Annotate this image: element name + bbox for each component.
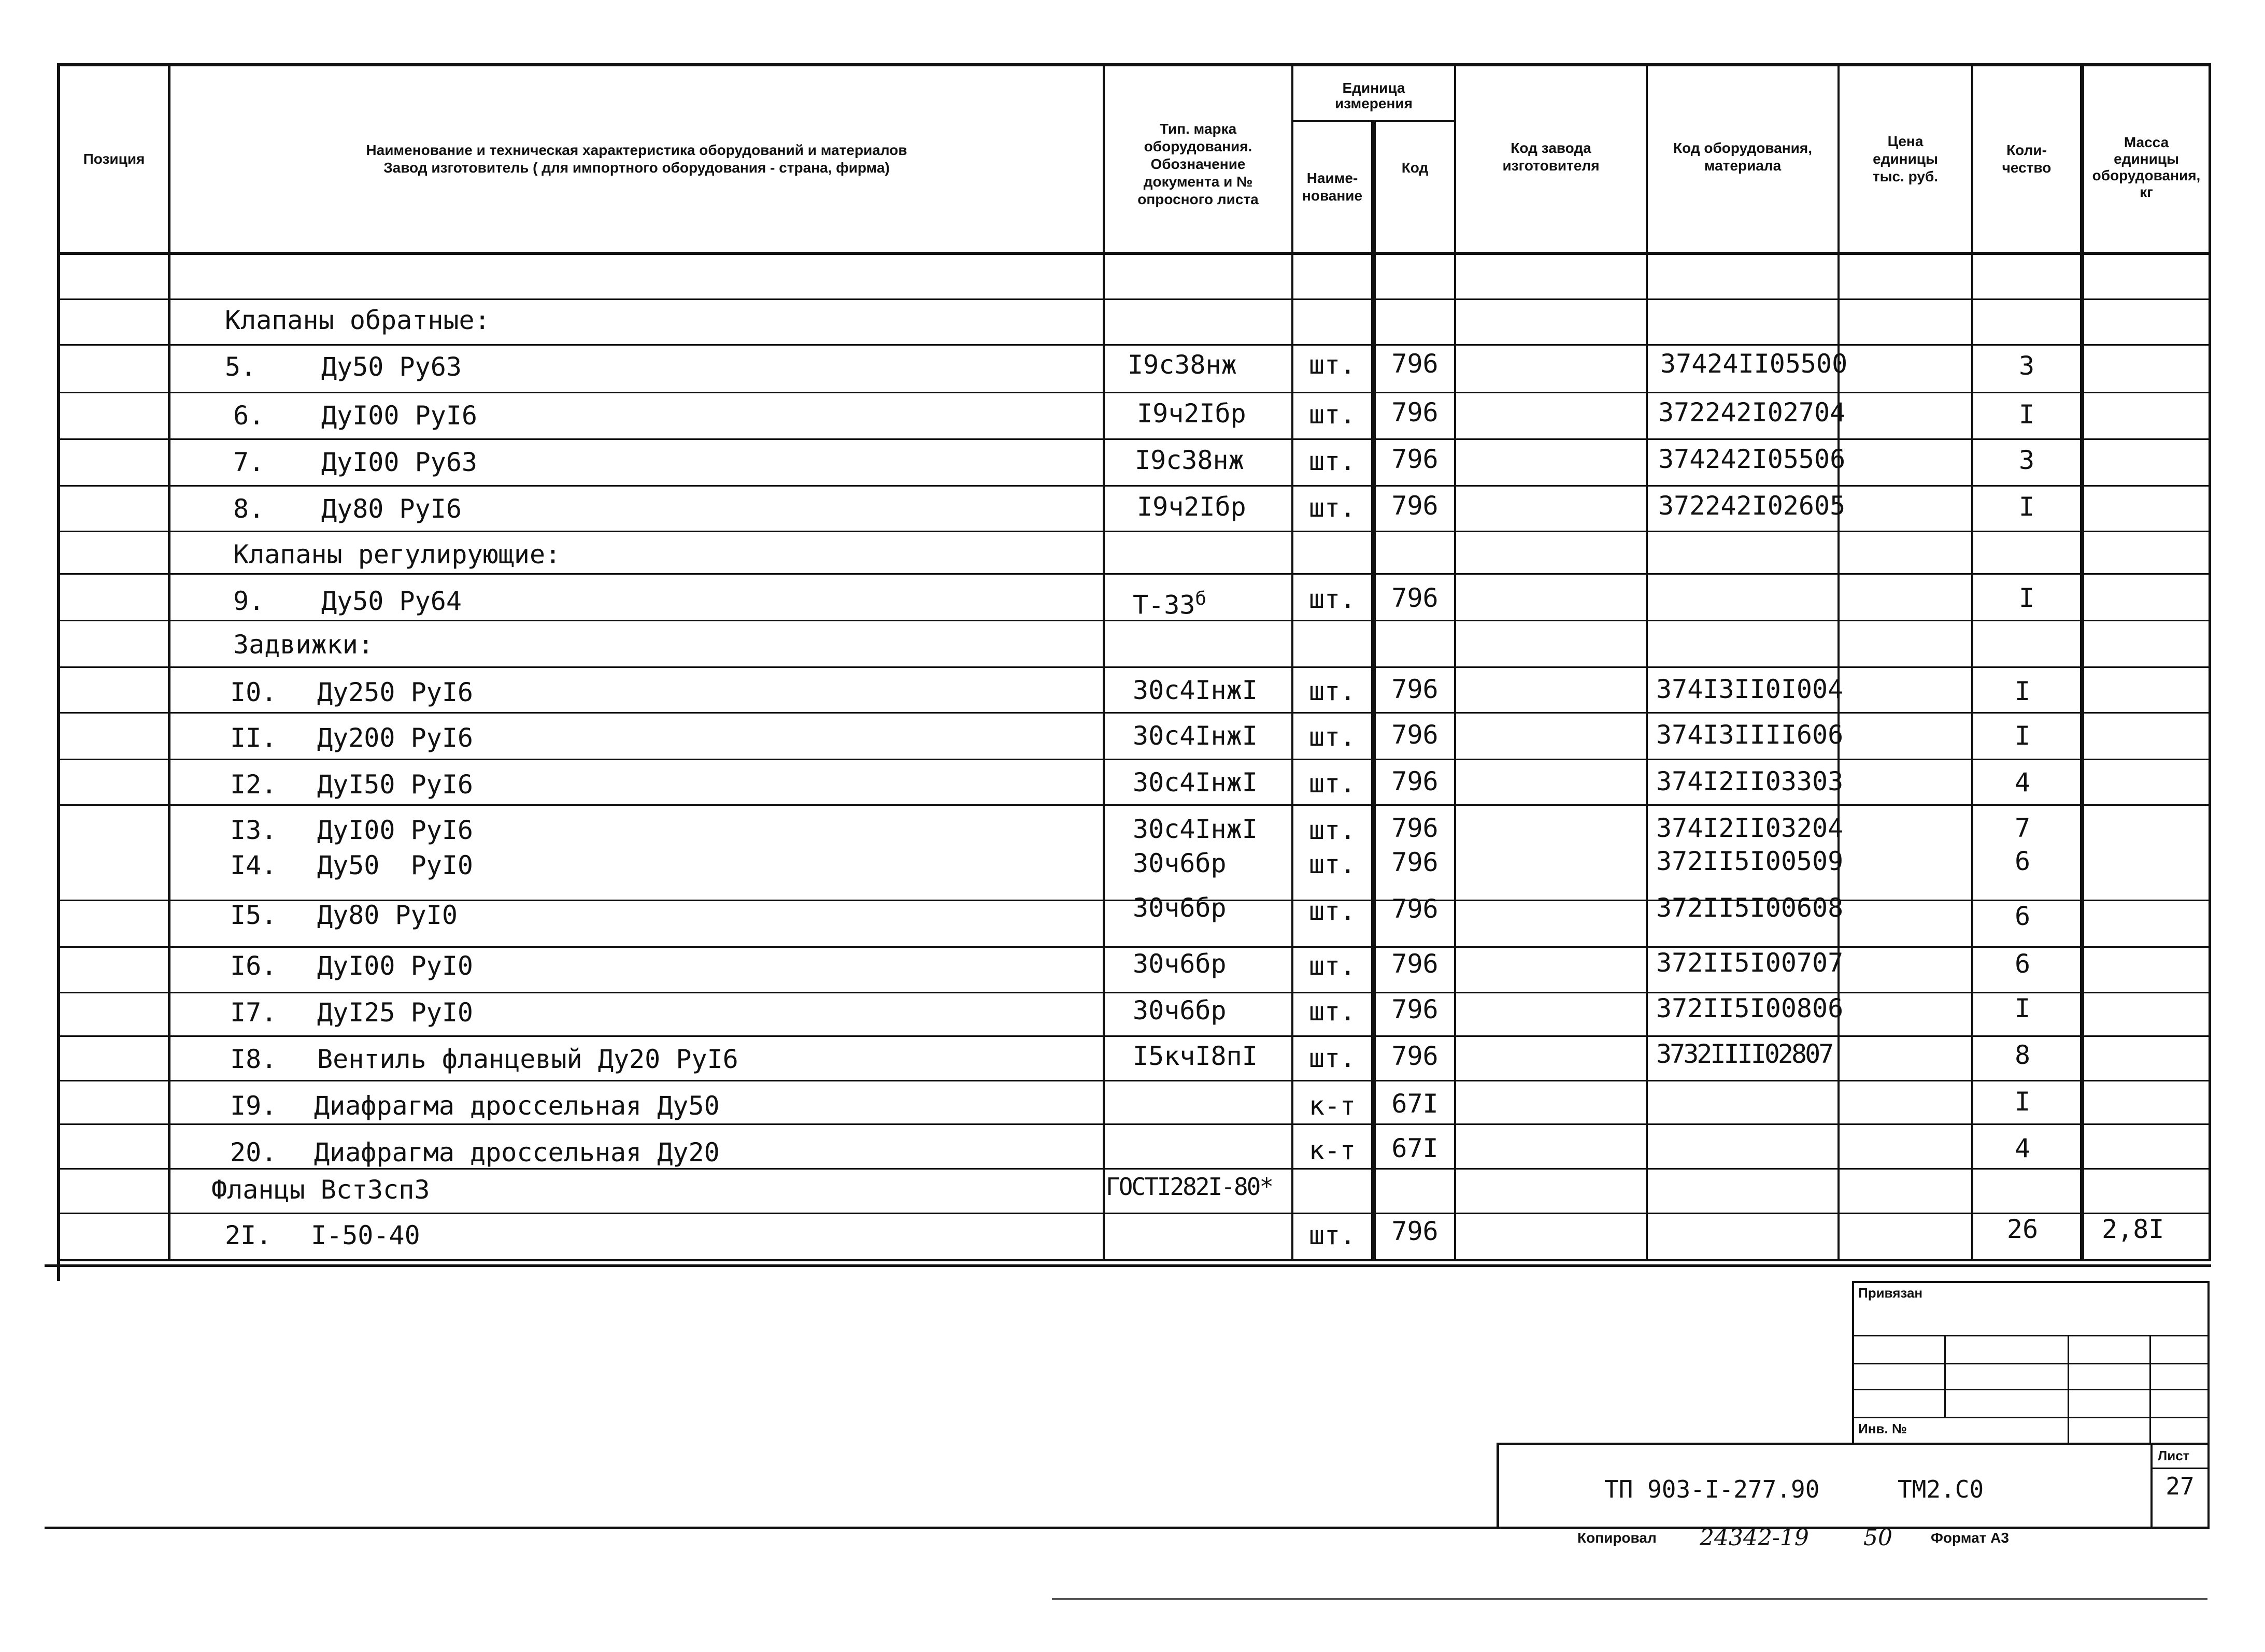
row-mark: 30ч6бр: [1133, 893, 1227, 923]
row-code: 796: [1391, 583, 1438, 613]
doc-code: ТП 903-I-277.90: [1604, 1475, 1820, 1503]
row-line: [58, 992, 2209, 993]
row-unit: шт.: [1308, 768, 1356, 799]
row-equip: 37424II05500: [1660, 349, 1848, 379]
row-pos: I6.: [230, 951, 277, 981]
group-heading: Клапаны обратные:: [225, 305, 490, 335]
row-mark-text: Т-33: [1133, 590, 1195, 620]
row-name: Диафрагма дроссельная Ду20: [314, 1137, 720, 1167]
unit-header-divider: [1292, 120, 1455, 122]
row-equip: 374I3II0I004: [1656, 674, 1844, 704]
row-code: 796: [1391, 1041, 1438, 1071]
row-name: Ду250 РуI6: [317, 677, 474, 707]
row-line: [58, 1213, 2209, 1214]
row-name: ДуI00 РуI6: [321, 401, 478, 431]
copied-number: 24342-19: [1700, 1525, 1809, 1551]
row-name: Диафрагма дроссельная Ду50: [314, 1091, 720, 1121]
row-line: [58, 1035, 2209, 1037]
row-qty: 6: [2014, 901, 2031, 931]
stamp-line: [1854, 1389, 2207, 1390]
row-pos: I4.: [230, 850, 277, 880]
row-equip: 372II5I00707: [1656, 948, 1844, 978]
row-pos: 9.: [233, 586, 265, 616]
row-code: 796: [1391, 674, 1438, 704]
row-line: [58, 298, 2209, 300]
row-qty: 7: [2014, 813, 2031, 843]
row-mark: I9с38нж: [1128, 350, 1237, 380]
row-qty: I: [2014, 721, 2031, 751]
row-unit: шт.: [1308, 896, 1356, 926]
title-block-line: [2150, 1468, 2210, 1469]
row-line: [58, 804, 2209, 806]
row-code: 796: [1391, 397, 1438, 428]
row-code: 796: [1391, 766, 1438, 796]
sheet-label: Лист: [2158, 1448, 2190, 1463]
row-pos: I0.: [230, 677, 277, 707]
stamp-inv: Инв. №: [1858, 1421, 1907, 1436]
row-equip: 372II5I00608: [1656, 893, 1844, 923]
row-line: [58, 1168, 2209, 1170]
stamp-line: [2149, 1335, 2151, 1445]
row-name: ДуI00 Ру63: [321, 447, 478, 477]
doc-part: ТМ2.С0: [1898, 1475, 1984, 1503]
row-mark: [1133, 583, 1206, 621]
row-line: [58, 759, 2209, 760]
row-name: ДуI50 РуI6: [317, 770, 474, 800]
row-mark-sup: б: [1195, 588, 1207, 609]
row-qty: I: [2014, 993, 2031, 1023]
row-pos: 8.: [233, 494, 265, 524]
row-name: Ду50 РуI0: [317, 850, 474, 880]
table-right-border: [2209, 63, 2211, 1261]
row-qty: 26: [2006, 1214, 2039, 1244]
row-equip: 372242I02605: [1658, 491, 1846, 521]
row-unit: шт.: [1308, 951, 1356, 981]
row-line: [58, 666, 2209, 668]
sheet-number: 27: [2166, 1472, 2195, 1500]
row-line: [58, 392, 2209, 393]
row-unit: шт.: [1308, 722, 1356, 752]
row-equip: 372II5I00509: [1656, 846, 1844, 876]
row-equip: 374I3IIII606: [1656, 720, 1844, 750]
table-bottom-border: [45, 1264, 2211, 1267]
row-name: ДуI00 РуI0: [317, 951, 474, 981]
row-mark: 30с4IнжI: [1133, 675, 1258, 705]
row-equip: 3732IIII02807: [1656, 1039, 1832, 1069]
row-mark: I9ч2Iбр: [1137, 398, 1246, 429]
row-unit: к-т: [1308, 1091, 1356, 1121]
row-name: ДуI00 РуI6: [317, 815, 474, 845]
row-pos: I9.: [230, 1091, 277, 1121]
row-name: Ду80 РуI6: [321, 494, 462, 524]
scan-line: [1052, 1598, 2207, 1600]
row-unit: к-т: [1308, 1135, 1356, 1165]
row-equip: 372II5I00806: [1656, 993, 1844, 1023]
row-code: 796: [1391, 720, 1438, 750]
header-unit: Единица измерения: [1335, 80, 1413, 111]
row-unit: шт.: [1308, 815, 1356, 845]
header-factory-code: Код завода изготовителя: [1502, 140, 1600, 174]
header-qty: Коли- чество: [2002, 142, 2052, 176]
stamp-line: [1944, 1335, 1946, 1417]
row-unit: шт.: [1308, 350, 1356, 380]
row-code: 796: [1391, 1216, 1438, 1246]
header-unit-code: Код: [1401, 160, 1429, 176]
header-type-mark: Тип. марка оборудования. Обозначение документа и № опросного листа: [1137, 121, 1259, 207]
row-pos: 6.: [233, 401, 265, 431]
row-pos: I3.: [230, 815, 277, 845]
row-pos: 7.: [233, 447, 265, 477]
row-pos: I2.: [230, 770, 277, 800]
row-line: [58, 573, 2209, 575]
row-name: I-50-40: [311, 1220, 420, 1250]
row-unit: шт.: [1308, 1220, 1356, 1250]
row-code: 796: [1391, 894, 1438, 924]
header-position: Позиция: [83, 151, 145, 167]
row-mark: 30ч6бр: [1133, 949, 1227, 979]
row-name: ДуI25 РуI0: [317, 998, 474, 1028]
row-qty: 6: [2014, 846, 2031, 876]
row-line: [58, 946, 2209, 948]
row-code: 796: [1391, 847, 1438, 877]
row-line: [58, 485, 2209, 487]
format-label: Формат А3: [1931, 1530, 2009, 1546]
copied-50: 50: [1863, 1525, 1892, 1551]
row-unit: шт.: [1308, 400, 1356, 430]
row-name: Ду50 Ру63: [321, 352, 462, 382]
col-line-qty: [2080, 64, 2084, 1261]
row-pos: 5.: [225, 352, 257, 382]
row-qty: 4: [2014, 1133, 2031, 1163]
row-mark: I5кчI8пI: [1133, 1041, 1258, 1071]
row-qty: I: [2014, 1087, 2031, 1117]
header-bottom-line: [57, 252, 2211, 255]
col-line-code: [1454, 64, 1456, 1261]
col-line-unit: [1371, 120, 1376, 1261]
row-line: [58, 1123, 2209, 1125]
row-code: 796: [1391, 491, 1438, 521]
row-qty: 4: [2014, 767, 2031, 797]
row-code: 796: [1391, 994, 1438, 1024]
row-name: Ду200 РуI6: [317, 723, 474, 753]
row-pos: I8.: [230, 1044, 277, 1074]
row-code: 796: [1391, 813, 1438, 843]
row-unit: шт.: [1308, 584, 1356, 614]
row-pos: 20.: [230, 1137, 277, 1167]
row-equip: 374I2II03204: [1656, 813, 1844, 843]
title-block-line: [1497, 1443, 2210, 1445]
row-name: Ду80 РуI0: [317, 900, 458, 930]
row-code: 796: [1391, 444, 1438, 474]
group-heading: Фланцы ВстЗсп3: [211, 1175, 430, 1205]
row-code: 796: [1391, 949, 1438, 979]
stamp-line: [1854, 1363, 2207, 1364]
row-unit: шт.: [1308, 849, 1356, 879]
row-line: [58, 712, 2209, 714]
row-qty: I: [2018, 583, 2035, 613]
row-unit: шт.: [1308, 1043, 1356, 1073]
row-pos: 2I.: [225, 1220, 272, 1250]
row-line: [58, 1259, 2209, 1261]
row-unit: шт.: [1308, 493, 1356, 523]
row-mark: I9с38нж: [1135, 445, 1244, 475]
row-line: [58, 438, 2209, 440]
row-pos: I7.: [230, 998, 277, 1028]
stamp-line: [1854, 1417, 2207, 1418]
row-name: Ду50 Ру64: [321, 586, 462, 616]
stamp-linked: Привязан: [1858, 1285, 1923, 1301]
stamp-line: [1854, 1335, 2207, 1336]
row-mark: 30с4IнжI: [1133, 814, 1258, 844]
row-pos: II.: [230, 723, 277, 753]
row-qty: 8: [2014, 1040, 2031, 1070]
row-name: Вентиль фланцевый Ду20 РуI6: [317, 1044, 738, 1074]
row-equip: 374I2II03303: [1656, 766, 1844, 796]
header-equip-code: Код оборудования, материала: [1673, 140, 1813, 174]
header-name: Наименование и техническая характеристика оборудований и материалов Завод изготовитель ( для импортного оборудования - страна, фирма): [366, 142, 907, 176]
row-mark: I9ч2Iбр: [1137, 492, 1246, 522]
stamp-line: [2068, 1335, 2069, 1445]
col-line-factory: [1646, 64, 1648, 1261]
row-unit: шт.: [1308, 996, 1356, 1027]
row-qty: 6: [2014, 949, 2031, 979]
header-price: Цена единицы тыс. руб.: [1872, 133, 1939, 184]
header-unit-name: Наиме- нование: [1302, 170, 1363, 204]
row-qty: 3: [2018, 351, 2035, 381]
row-line: [58, 531, 2209, 532]
row-qty: 3: [2018, 445, 2035, 475]
group-heading: Клапаны регулирующие:: [233, 539, 561, 569]
row-mark: 30с4IнжI: [1133, 767, 1258, 797]
group-standard: ГОСТI282I-80*: [1106, 1173, 1273, 1201]
row-qty: I: [2018, 492, 2035, 522]
title-block-line: [1497, 1443, 1499, 1529]
row-mark: 30с4IнжI: [1133, 721, 1258, 751]
row-equip: 372242I02704: [1658, 397, 1846, 428]
header-mass: Масса единицы оборудования, кг: [2092, 134, 2201, 200]
row-line: [58, 1080, 2209, 1081]
group-heading: Задвижки:: [233, 630, 374, 660]
stamp-line: [2207, 1281, 2210, 1445]
row-qty: I: [2018, 400, 2035, 430]
row-pos: I5.: [230, 900, 277, 930]
row-line: [58, 344, 2209, 346]
row-code: 67I: [1391, 1089, 1438, 1119]
copied-label: Копировал: [1577, 1530, 1657, 1546]
row-mass: 2,8I: [2102, 1214, 2164, 1244]
row-unit: шт.: [1308, 446, 1356, 476]
stamp-line: [1852, 1281, 2209, 1283]
row-code: 67I: [1391, 1133, 1438, 1163]
row-equip: 374242I05506: [1658, 444, 1846, 474]
row-unit: шт.: [1308, 676, 1356, 706]
row-qty: I: [2014, 676, 2031, 706]
row-mark: 30ч6бр: [1133, 848, 1227, 878]
row-mark: 30ч6бр: [1133, 995, 1227, 1026]
row-code: 796: [1391, 349, 1438, 379]
